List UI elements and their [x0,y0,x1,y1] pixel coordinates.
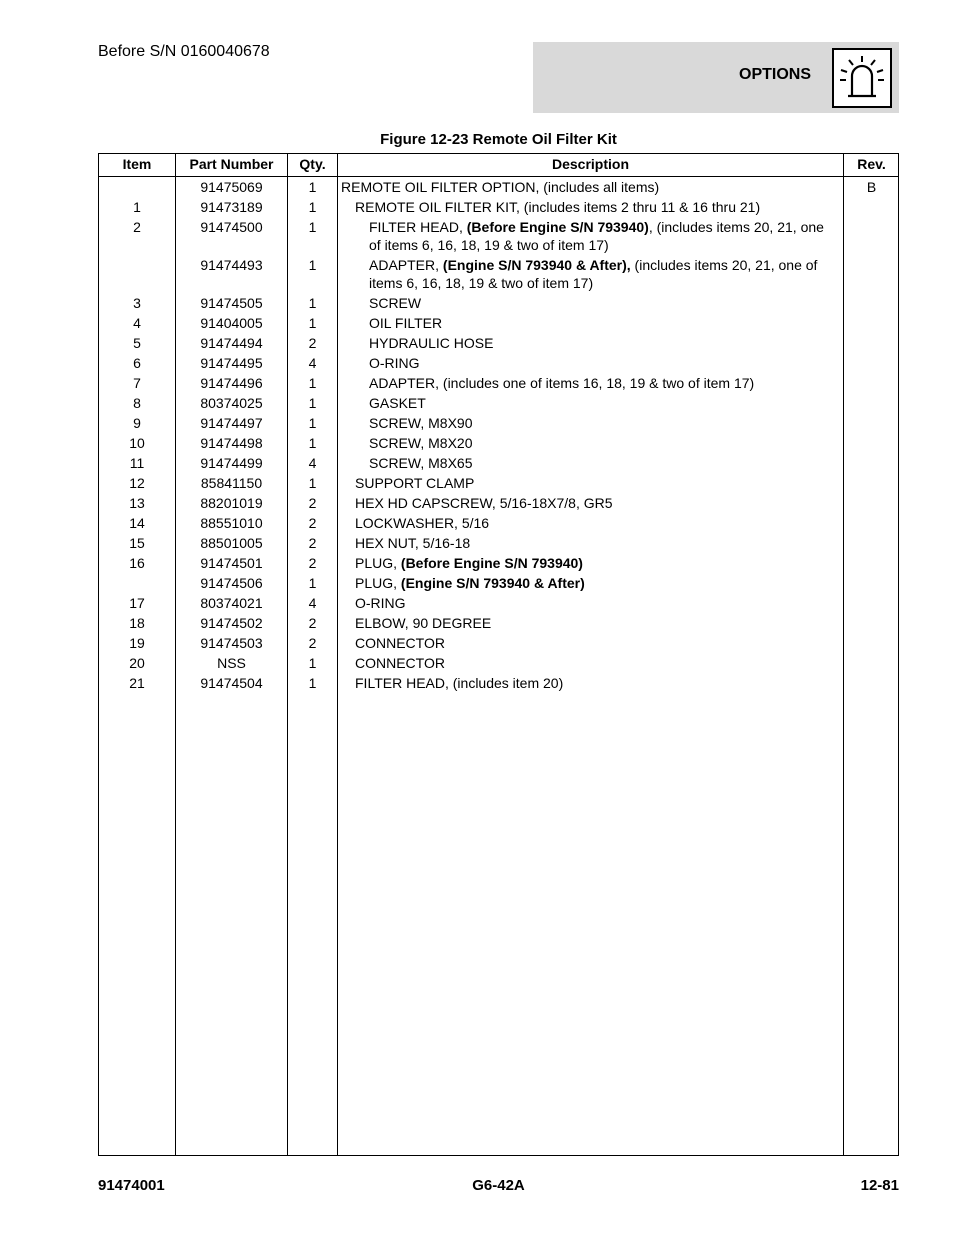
part-number: 91474493 [200,257,263,273]
description-text: O-RING [355,595,406,611]
item-number: 14 [129,515,145,531]
item-number: 7 [133,375,141,391]
item-number: 4 [133,315,141,331]
quantity: 1 [308,315,317,331]
description-text: SUPPORT CLAMP [355,475,475,491]
item-number: 16 [129,555,145,571]
description [341,198,839,216]
table-row [99,452,898,472]
table-row [99,672,898,692]
section-title: OPTIONS [739,66,812,83]
item-number: 6 [133,355,141,371]
quantity: 1 [308,675,317,691]
description-text: ELBOW, 90 DEGREE [355,615,492,631]
quantity: 1 [308,257,317,273]
item-number: 19 [129,635,145,651]
item-number: 2 [133,219,141,235]
part-number: 91474498 [200,435,263,451]
description-text: O-RING [369,355,420,371]
item-number: 17 [129,595,145,611]
footer-page-number: 12-81 [860,1177,899,1194]
parts-rows [99,176,898,692]
part-number: 88501005 [200,535,263,551]
footer-model: G6-42A [472,1177,525,1194]
quantity: 2 [308,495,317,511]
part-number: 91474503 [200,635,263,651]
description [341,534,839,552]
description [341,614,839,632]
description [341,474,839,492]
table-row [99,472,898,492]
table-row [99,292,898,312]
description-text: PLUG, [355,555,401,571]
part-number: 85841150 [200,475,263,491]
table-row [99,254,898,292]
description-text: REMOTE OIL FILTER KIT, (includes items 2 thru 11 & 16 thru 21) [355,199,761,215]
quantity: 2 [308,615,317,631]
part-number: 91475069 [200,179,263,195]
quantity: 1 [308,415,317,431]
description-text: SCREW, M8X20 [369,435,473,451]
description-text: GASKET [369,395,426,411]
part-number: 91474502 [200,615,263,631]
revision: B [866,179,877,195]
table-row [99,372,898,392]
table-row [99,216,898,254]
section-tab [533,42,899,113]
part-number: 91474505 [200,295,263,311]
table-row [99,412,898,432]
description-text: (Engine S/N 793940 & After), [442,257,631,273]
table-row [99,196,898,216]
description [341,354,839,372]
quantity: 1 [308,475,317,491]
description [341,554,839,572]
item-number: 12 [129,475,145,491]
table-row [99,572,898,592]
table-row [99,312,898,332]
quantity: 4 [308,355,317,371]
part-number: 80374021 [200,595,263,611]
description [341,574,839,592]
description [341,594,839,612]
quantity: 1 [308,395,317,411]
part-number: 91474497 [200,415,263,431]
part-number: 91474500 [200,219,263,235]
part-number: 91474495 [200,355,263,371]
description [341,674,839,692]
part-number: 88551010 [200,515,263,531]
parts-table [98,153,899,1156]
part-number: 91474504 [200,675,263,691]
part-number: 91474499 [200,455,263,471]
description [341,334,839,352]
quantity: 1 [308,435,317,451]
part-number: NSS [217,655,246,671]
description-text: (Engine S/N 793940 & After) [400,575,585,591]
quantity: 4 [308,595,317,611]
quantity: 1 [308,179,317,195]
description-text: (includes items 20, 21, one of items 6, 16, 18, 19 & two of item 17) [369,257,818,291]
description-text: FILTER HEAD, (includes item 20) [355,675,564,691]
quantity: 2 [308,635,317,651]
description [341,218,839,254]
column-header-item: Item [122,156,152,172]
description [341,256,839,292]
table-row [99,632,898,652]
column-header-qty: Qty. [299,156,326,172]
description [341,394,839,412]
options-lightbulb-icon [832,48,892,108]
table-row [99,332,898,352]
description [341,294,839,312]
part-number: 91474506 [200,575,263,591]
description [341,314,839,332]
item-number: 1 [133,199,141,215]
description-text: , (includes items 20, 21, one of items 6, 16, 18, 19 & two of item 17) [369,219,824,253]
table-row [99,532,898,552]
description-text: ADAPTER, (includes one of items 16, 18, 19 & two of item 17) [369,375,755,391]
item-number: 8 [133,395,141,411]
table-row [99,512,898,532]
table-row [99,392,898,412]
description-text: (Before Engine S/N 793940) [400,555,583,571]
quantity: 1 [308,375,317,391]
description-text: CONNECTOR [355,655,445,671]
table-row [99,352,898,372]
quantity: 2 [308,335,317,351]
item-number: 15 [129,535,145,551]
item-number: 3 [133,295,141,311]
description [341,414,839,432]
description-text: PLUG, [355,575,401,591]
part-number: 91473189 [200,199,263,215]
description-text: OIL FILTER [369,315,443,331]
description-text: HEX HD CAPSCREW, 5/16-18X7/8, GR5 [355,495,613,511]
description-text: ADAPTER, [369,257,443,273]
description-text: HYDRAULIC HOSE [369,335,494,351]
description-text: FILTER HEAD, [369,219,467,235]
quantity: 2 [308,555,317,571]
description-text: (Before Engine S/N 793940) [466,219,649,235]
quantity: 2 [308,535,317,551]
description-text: REMOTE OIL FILTER OPTION, (includes all items) [341,179,660,195]
figure-title: Figure 12-23 Remote Oil Filter Kit [380,131,617,148]
description [341,514,839,532]
quantity: 1 [308,295,317,311]
description-text: CONNECTOR [355,635,445,651]
description [341,178,839,196]
table-row [99,492,898,512]
description [341,634,839,652]
description-text: SCREW, M8X65 [369,455,473,471]
description-text: SCREW, M8X90 [369,415,473,431]
description [341,434,839,452]
description-text: SCREW [369,295,422,311]
table-row [99,592,898,612]
description-text: LOCKWASHER, 5/16 [355,515,490,531]
item-number: 21 [129,675,145,691]
column-header-description: Description [551,156,629,172]
table-row [99,652,898,672]
part-number: 91474494 [200,335,263,351]
item-number: 18 [129,615,145,631]
quantity: 1 [308,199,317,215]
column-header-rev: Rev. [857,156,886,172]
quantity: 1 [308,219,317,235]
description [341,454,839,472]
description [341,374,839,392]
serial-range: Before S/N 0160040678 [98,43,270,60]
description-text: HEX NUT, 5/16-18 [355,535,471,551]
item-number: 11 [129,455,145,471]
item-number: 5 [133,335,141,351]
table-row [99,176,898,196]
column-header-part-number: Part Number [189,156,274,172]
footer-part-number: 91474001 [98,1177,165,1194]
item-number: 10 [129,435,145,451]
item-number: 20 [129,655,145,671]
part-number: 91404005 [200,315,263,331]
part-number: 88201019 [200,495,263,511]
item-number: 13 [129,495,145,511]
part-number: 80374025 [200,395,263,411]
description [341,654,839,672]
quantity: 1 [308,575,317,591]
table-row [99,552,898,572]
table-row [99,432,898,452]
quantity: 1 [308,655,317,671]
description [341,494,839,512]
part-number: 91474496 [200,375,263,391]
item-number: 9 [133,415,141,431]
quantity: 4 [308,455,317,471]
part-number: 91474501 [200,555,263,571]
quantity: 2 [308,515,317,531]
table-row [99,612,898,632]
